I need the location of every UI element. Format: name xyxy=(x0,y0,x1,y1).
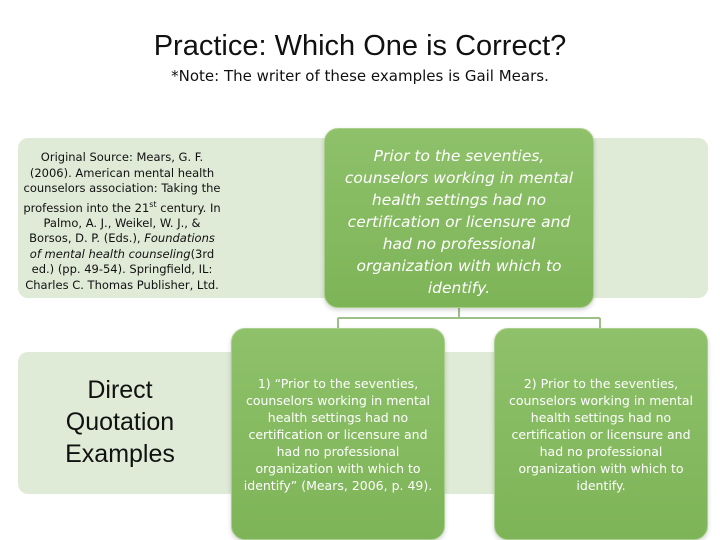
option-2-box[interactable] xyxy=(494,328,708,540)
citation-part-3: (3rd ed.) (pp. 49-54). Springfield, IL: Charles C. Thomas Publisher, Ltd. xyxy=(25,246,219,292)
option-1-text: 1) “Prior to the seventies, counselors working in mental health settings had no certification or licensure and had no professional organization with which to identify” (Mears, 2006, p. 49). xyxy=(243,376,433,493)
option-1-box[interactable] xyxy=(231,328,445,540)
option-2-text: 2) Prior to the seventies, counselors working in mental health settings had no certification or licensure and had no professional organization with which to identify. xyxy=(508,376,694,493)
citation-part-2: century. In Palmo, A. J., Weikel, W. J., & Borsos, D. P. (Eds.), xyxy=(29,200,221,246)
author-note: *Note: The writer of these examples is Gail Mears. xyxy=(171,67,549,85)
direct-quotation-label: Direct Quotation Examples xyxy=(65,376,175,468)
slide-title: Practice: Which One is Correct? xyxy=(153,30,567,62)
original-text-box xyxy=(324,128,594,308)
citation-superscript: st xyxy=(149,199,157,209)
citation-book-title: Foundations of mental health counseling xyxy=(29,231,215,261)
citation-part-1: Original Source: Mears, G. F. (2006). American mental health counselors association: Taking the profession into the 21 xyxy=(23,150,221,215)
original-text: Prior to the seventies, counselors working in mental health settings had no certification or licensure and had no professional organization with which to identify. xyxy=(344,147,574,297)
